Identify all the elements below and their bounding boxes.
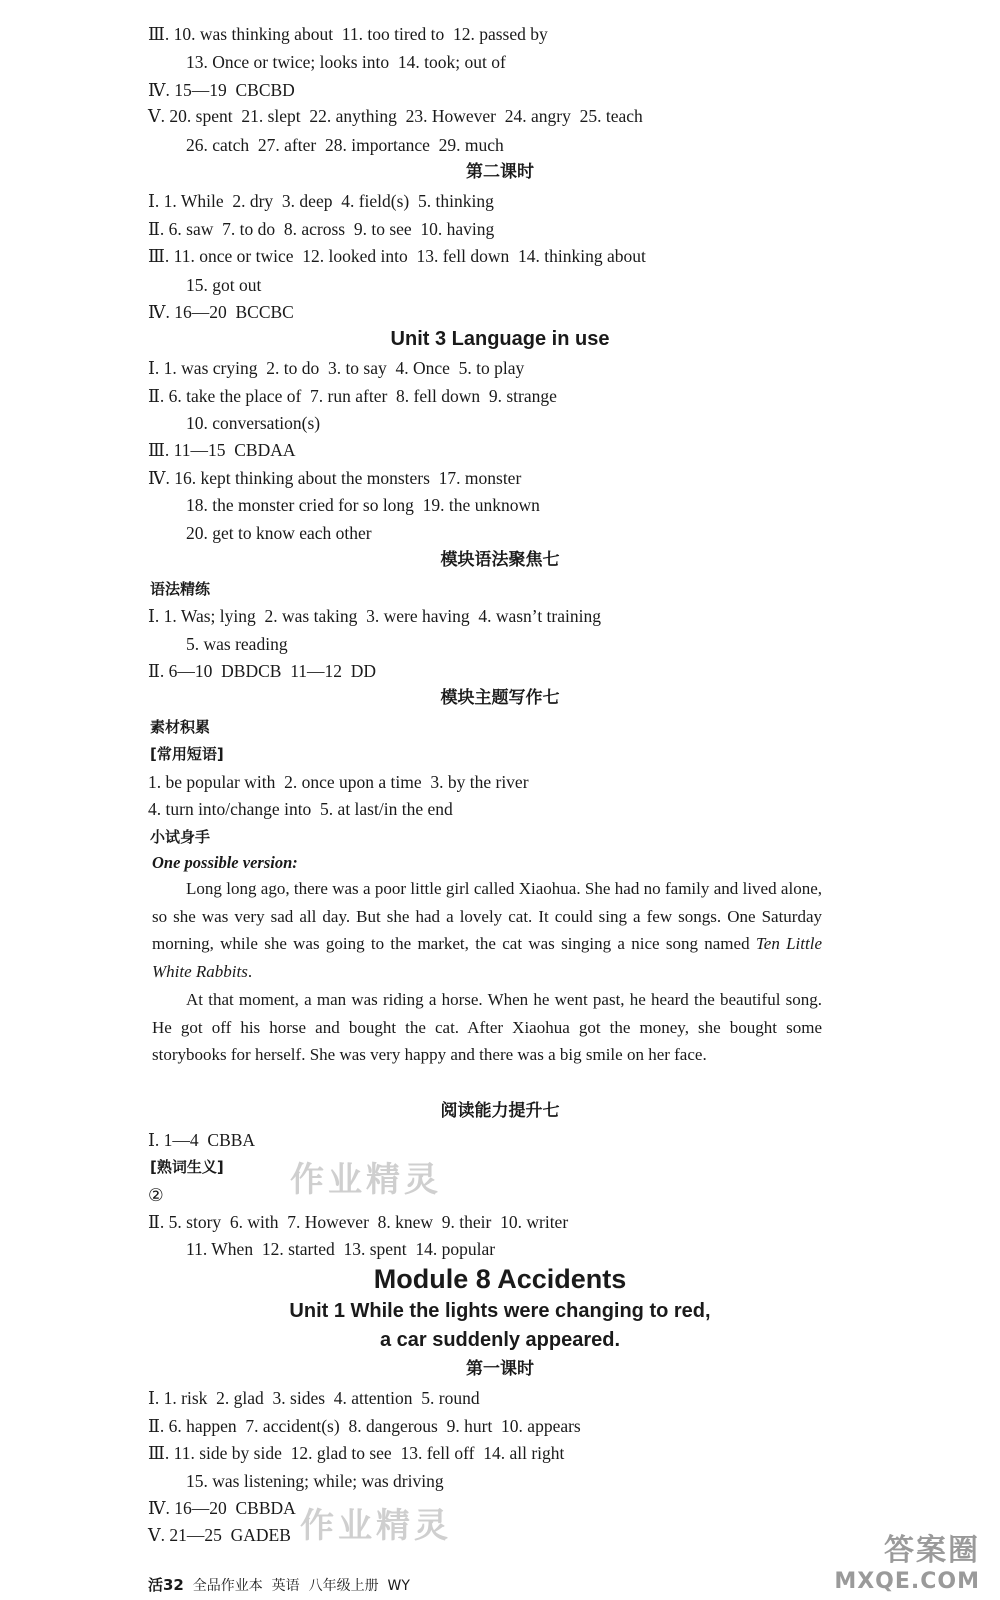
- subheading: 语法精练: [150, 580, 211, 598]
- answer-line: Ⅲ. 11. once or twice 12. looked into 13. fell down 14. thinking about: [148, 246, 646, 266]
- answer-line: 26. catch 27. after 28. importance 29. much: [186, 135, 504, 155]
- answer-line: Ⅰ. 1. risk 2. glad 3. sides 4. attention 5. round: [148, 1388, 480, 1408]
- module-heading: Module 8 Accidents: [373, 1264, 627, 1294]
- page-number: 活32: [148, 1576, 184, 1594]
- essay-paragraph: [152, 875, 822, 985]
- answer-line: Ⅳ. 16. kept thinking about the monsters 17. monster: [148, 468, 522, 488]
- version-label: One possible version:: [152, 853, 298, 872]
- page-footer: [148, 1574, 410, 1595]
- answer-line: Ⅱ. 6. happen 7. accident(s) 8. dangerous 9. hurt 10. appears: [148, 1416, 581, 1436]
- section-heading-writing: 模块主题写作七: [440, 688, 560, 708]
- answer-line: Ⅰ. 1. Was; lying 2. was taking 3. were having 4. wasn’t training: [148, 606, 601, 626]
- footer-text: 全品作业本 英语 八年级上册 WY: [192, 1578, 410, 1594]
- answer-line: Ⅰ. 1. While 2. dry 3. deep 4. field(s) 5. thinking: [148, 191, 494, 211]
- answer-line: 11. When 12. started 13. spent 14. popular: [186, 1239, 496, 1259]
- section-heading-grammar: 模块语法聚焦七: [440, 550, 560, 570]
- essay-text: At that moment, a man was riding a horse. When he went past, he heard the beautiful song. He got off his horse and bought the cat. After Xiaohua got the money, she bought some storybooks for herself. She was very happy and there was a big smile on her face.: [152, 990, 822, 1064]
- answer-line: Ⅲ. 11—15 CBDAA: [148, 440, 296, 460]
- answer-line: Ⅰ. 1. was crying 2. to do 3. to say 4. Once 5. to play: [148, 358, 525, 378]
- answer-line: 15. was listening; while; was driving: [186, 1471, 444, 1491]
- logo-url: MXQE.COM: [834, 1569, 980, 1594]
- answer-line: 10. conversation(s): [186, 413, 321, 433]
- watermark: 作业精灵: [300, 1506, 452, 1546]
- answer-line: Ⅱ. 5. story 6. with 7. However 8. knew 9. their 10. writer: [148, 1212, 569, 1232]
- answer-line: Ⅳ. 15—19 CBCBD: [148, 80, 295, 100]
- answer-line: ②: [148, 1185, 164, 1205]
- site-logo: [834, 1525, 980, 1594]
- answer-line: Ⅲ. 10. was thinking about 11. too tired to 12. passed by: [148, 24, 548, 44]
- section-heading-lesson2: 第二课时: [466, 162, 534, 182]
- subheading: 小试身手: [150, 828, 211, 846]
- answer-line: Ⅱ. 6. saw 7. to do 8. across 9. to see 10. having: [148, 219, 495, 239]
- logo-text: 答案圈: [884, 1533, 980, 1568]
- subheading: [熟词生义]: [150, 1158, 224, 1176]
- section-heading-lesson1: 第一课时: [466, 1359, 534, 1379]
- unit-heading: a car suddenly appeared.: [379, 1329, 621, 1351]
- answer-line: 4. turn into/change into 5. at last/in the end: [148, 799, 453, 819]
- unit-heading: Unit 3 Language in use: [390, 328, 610, 350]
- answer-line: Ⅰ. 1—4 CBBA: [148, 1130, 256, 1150]
- essay-text: .: [247, 961, 253, 981]
- song-title: Ten Little White Rabbits: [152, 934, 822, 981]
- essay-paragraph: [152, 986, 822, 1069]
- answer-line: 20. get to know each other: [186, 523, 372, 543]
- unit-heading: Unit 1 While the lights were changing to red,: [289, 1300, 711, 1322]
- answer-line: 15. got out: [186, 275, 262, 295]
- answer-line: 18. the monster cried for so long 19. the unknown: [186, 495, 540, 515]
- answer-line: Ⅴ. 21—25 GADEB: [148, 1525, 291, 1545]
- answer-line: Ⅳ. 16—20 BCCBC: [148, 302, 294, 322]
- section-heading-reading: 阅读能力提升七: [440, 1101, 560, 1121]
- answer-line: 1. be popular with 2. once upon a time 3. by the river: [148, 772, 529, 792]
- answer-line: Ⅱ. 6. take the place of 7. run after 8. fell down 9. strange: [148, 386, 557, 406]
- answer-line: Ⅲ. 11. side by side 12. glad to see 13. fell off 14. all right: [148, 1443, 565, 1463]
- essay-text: Long long ago, there was a poor little girl called Xiaohua. She had no family and lived alone, so she was very sad all day. But she had a lovely cat. It could sing a few songs. One Saturday morning, while she was going to the market, the cat was singing a nice song named: [152, 879, 822, 953]
- answer-line: 13. Once or twice; looks into 14. took; out of: [186, 52, 506, 72]
- answer-line: Ⅱ. 6—10 DBDCB 11—12 DD: [148, 661, 377, 681]
- watermark: 作业精灵: [290, 1160, 442, 1200]
- subheading: [常用短语]: [150, 745, 224, 763]
- answer-line: Ⅴ. 20. spent 21. slept 22. anything 23. However 24. angry 25. teach: [148, 106, 643, 126]
- subheading: 素材积累: [150, 718, 211, 736]
- answer-line: Ⅳ. 16—20 CBBDA: [148, 1498, 296, 1518]
- answer-line: 5. was reading: [186, 634, 288, 654]
